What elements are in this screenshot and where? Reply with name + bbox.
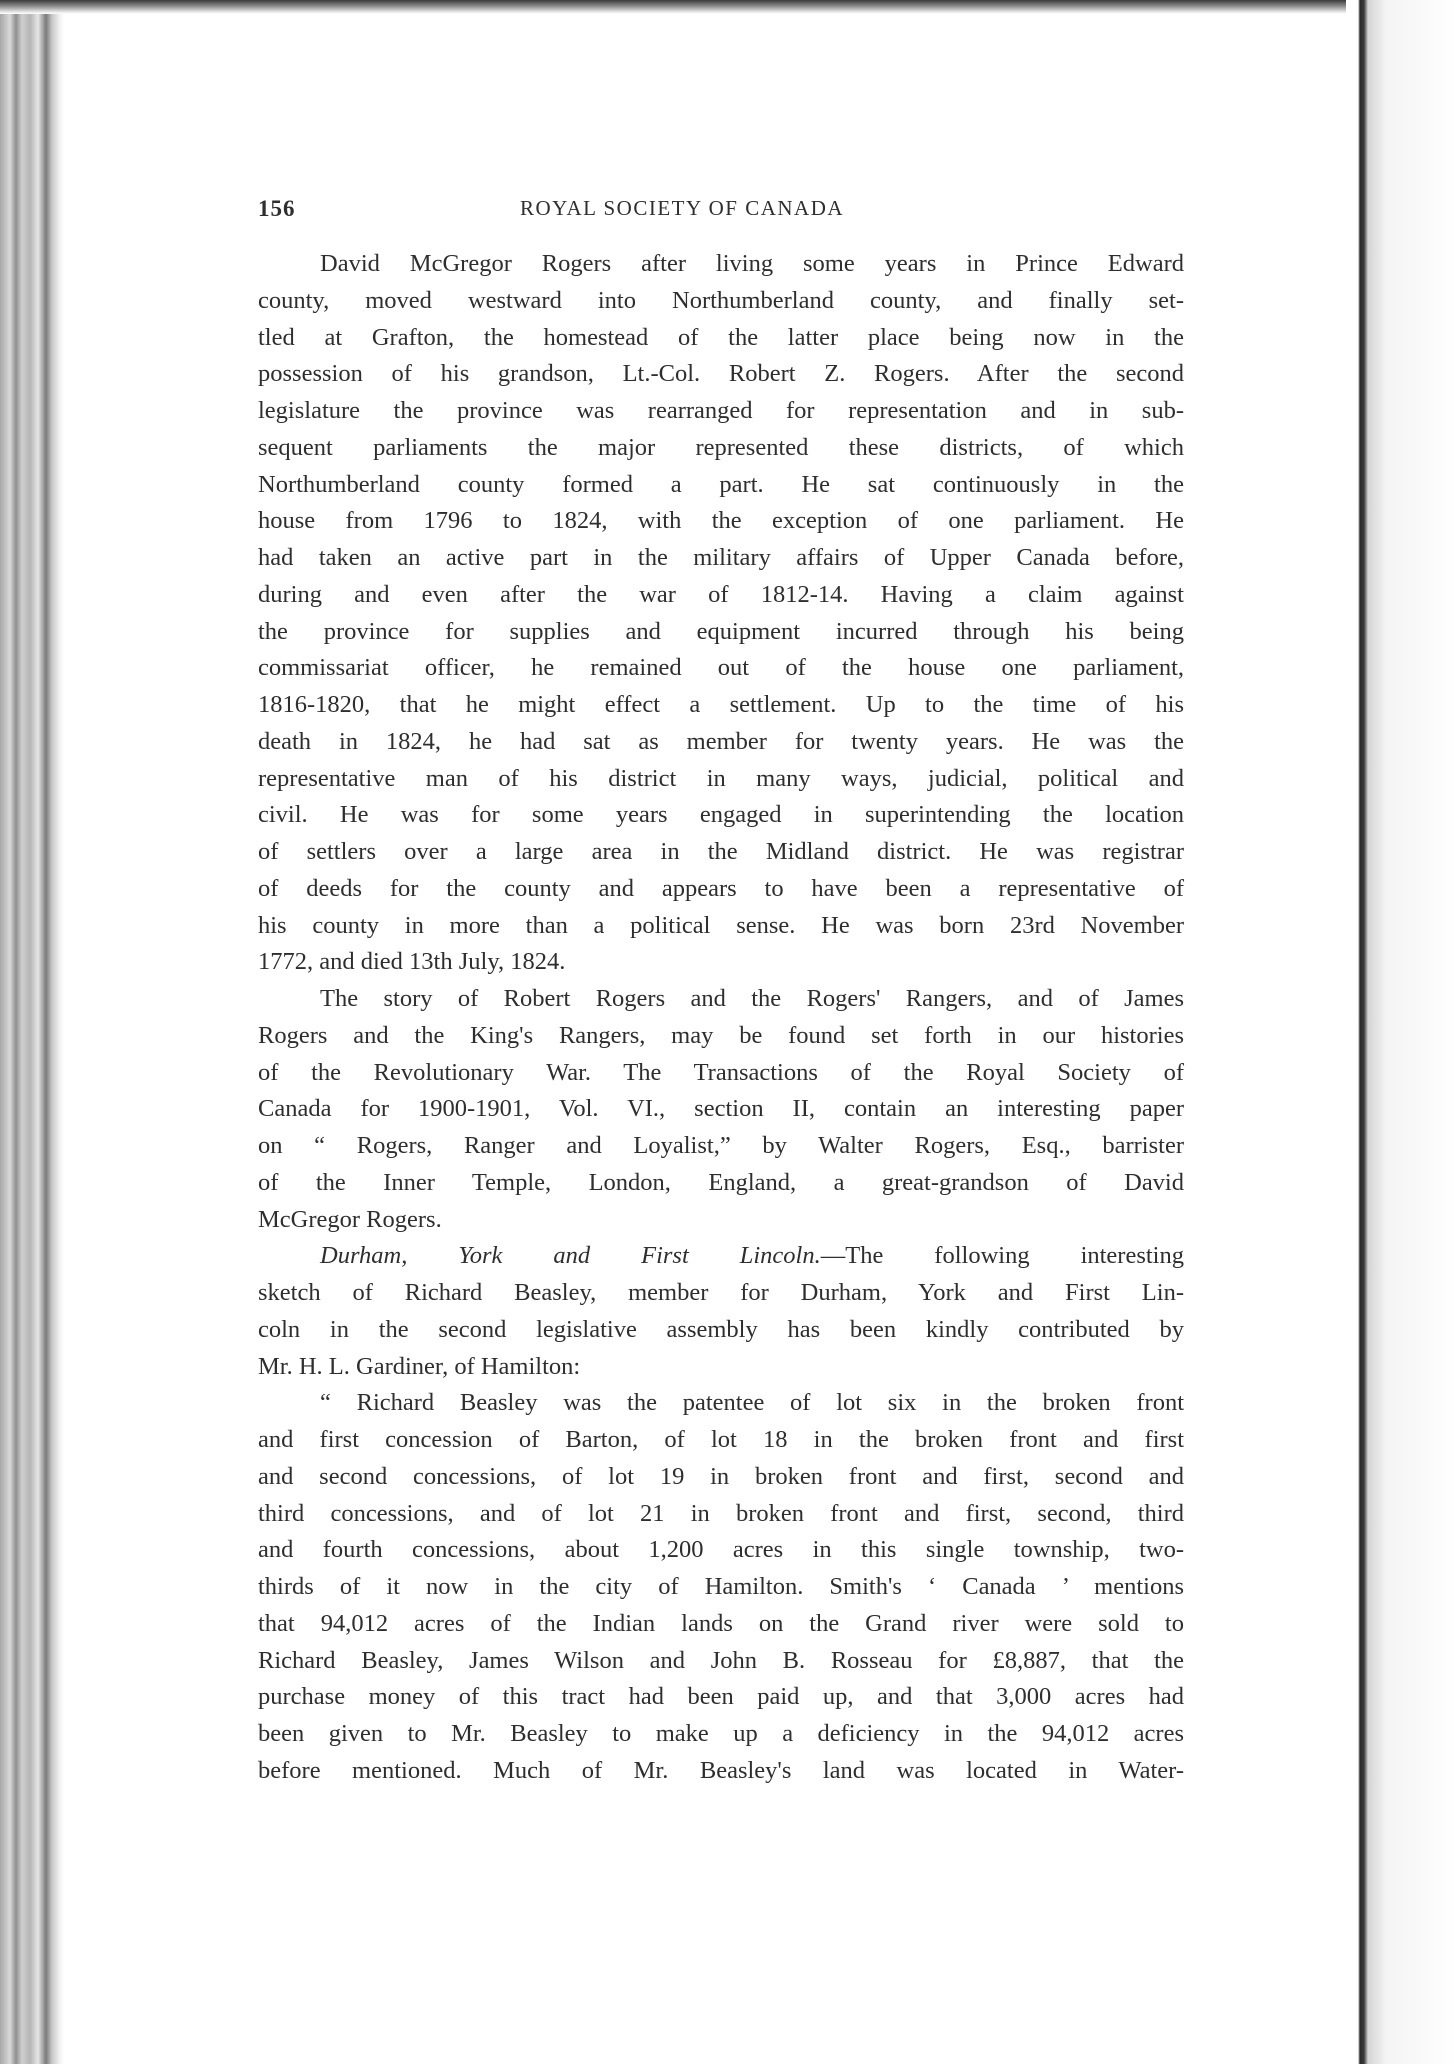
paragraph-durham-york-lincoln bbox=[258, 1238, 1184, 1385]
text-line: on “ Rogers, Ranger and Loyalist,” by Walter Rogers, Esq., barrister bbox=[258, 1132, 1184, 1159]
text-line: legislature the province was rearranged for representation and in sub- bbox=[258, 397, 1184, 424]
book-spine-edge bbox=[0, 0, 64, 2064]
text-line: of the Revolutionary War. The Transactions of the Royal Society of bbox=[258, 1058, 1184, 1086]
running-head: ROYAL SOCIETY OF CANADA bbox=[520, 196, 845, 220]
text-line: been given to Mr. Beasley to make up a deficiency in the 94,012 acres bbox=[258, 1720, 1184, 1747]
text-line: David McGregor Rogers after living some years in Prince Edward bbox=[320, 250, 1184, 277]
body-text bbox=[258, 246, 1184, 1790]
text-line: 1772, and died 13th July, 1824. bbox=[258, 948, 566, 976]
text-line: death in 1824, he had sat as member for twenty years. He was the bbox=[258, 727, 1184, 755]
section-lead-italic: Durham, York and First Lincoln. bbox=[320, 1242, 821, 1270]
text-line: and fourth concessions, about 1,200 acres in this single township, two- bbox=[258, 1536, 1184, 1564]
text-line: 1816-1820, that he might effect a settlement. Up to the time of his bbox=[258, 691, 1184, 718]
text-line: county, moved westward into Northumberland county, and finally set- bbox=[258, 286, 1184, 314]
text-line: of deeds for the county and appears to have been a representative of bbox=[258, 874, 1184, 902]
text-line bbox=[258, 1238, 1184, 1275]
text-line: his county in more than a political sense. He was born 23rd November bbox=[258, 911, 1184, 939]
paragraph-beasley-quote bbox=[258, 1385, 1184, 1789]
text-line: and first concession of Barton, of lot 18 in the broken front and first bbox=[258, 1426, 1184, 1453]
text-line: and second concessions, of lot 19 in broken front and first, second and bbox=[258, 1462, 1184, 1490]
text-line: sequent parliaments the major represented these districts, of which bbox=[258, 433, 1184, 461]
text-line: possession of his grandson, Lt.-Col. Robert Z. Rogers. After the second bbox=[258, 360, 1184, 388]
text-line: thirds of it now in the city of Hamilton. Smith's ‘ Canada ’ mentions bbox=[258, 1573, 1184, 1600]
text-line: purchase money of this tract had been paid up, and that 3,000 acres had bbox=[258, 1683, 1184, 1711]
text-line: of settlers over a large area in the Midland district. He was registrar bbox=[258, 838, 1184, 865]
text-line: McGregor Rogers. bbox=[258, 1205, 442, 1233]
text-line: Mr. H. L. Gardiner, of Hamilton: bbox=[258, 1352, 581, 1380]
text-line: Northumberland county formed a part. He sat continuously in the bbox=[258, 470, 1184, 498]
text-line: “ Richard Beasley was the patentee of lot six in the broken front bbox=[320, 1389, 1184, 1417]
text-line: The story of Robert Rogers and the Rogers' Rangers, and of James bbox=[320, 985, 1184, 1012]
text-line: sketch of Richard Beasley, member for Durham, York and First Lin- bbox=[258, 1279, 1184, 1306]
text-line: representative man of his district in many ways, judicial, political and bbox=[258, 764, 1184, 792]
page-header bbox=[258, 196, 1258, 226]
text-line: commissariat officer, he remained out of the house one parliament, bbox=[258, 654, 1184, 682]
text-line: Richard Beasley, James Wilson and John B. Rosseau for £8,887, that the bbox=[258, 1646, 1184, 1674]
text-line: third concessions, and of lot 21 in broken front and first, second, third bbox=[258, 1499, 1184, 1527]
text-line: before mentioned. Much of Mr. Beasley's land was located in Water- bbox=[258, 1756, 1184, 1784]
text-line: civil. He was for some years engaged in superintending the location bbox=[258, 801, 1184, 829]
text-line: house from 1796 to 1824, with the exception of one parliament. He bbox=[258, 507, 1184, 535]
text-line: Canada for 1900-1901, Vol. VI., section II, contain an interesting paper bbox=[258, 1095, 1184, 1123]
text-line: coln in the second legislative assembly has been kindly contributed by bbox=[258, 1315, 1184, 1343]
text-line: during and even after the war of 1812-14. Having a claim against bbox=[258, 580, 1184, 608]
section-lead-rest: —The following interesting bbox=[820, 1242, 1184, 1270]
paragraph-rangers bbox=[258, 981, 1184, 1238]
text-line: had taken an active part in the military affairs of Upper Canada before, bbox=[258, 544, 1184, 571]
paragraph-rogers-biography bbox=[258, 246, 1184, 981]
text-line: tled at Grafton, the homestead of the latter place being now in the bbox=[258, 323, 1184, 351]
scan-top-shadow bbox=[0, 0, 1456, 14]
page-number: 156 bbox=[258, 196, 296, 221]
facing-page-edge bbox=[1346, 0, 1456, 2064]
text-line: that 94,012 acres of the Indian lands on the Grand river were sold to bbox=[258, 1609, 1184, 1637]
text-line: of the Inner Temple, London, England, a great-grandson of David bbox=[258, 1168, 1184, 1196]
text-line: Rogers and the King's Rangers, may be found set forth in our histories bbox=[258, 1021, 1184, 1049]
text-line: the province for supplies and equipment incurred through his being bbox=[258, 617, 1184, 645]
